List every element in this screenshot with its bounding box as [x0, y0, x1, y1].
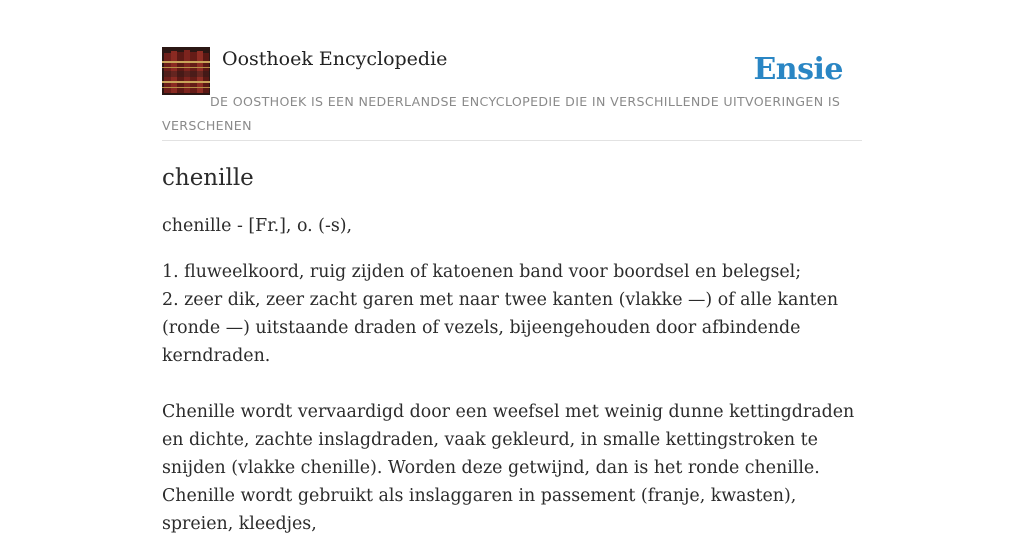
- entry-title: chenille: [162, 165, 254, 191]
- entry-body: Chenille wordt vervaardigd door een weefsel met weinig dunne kettingdraden en dichte, zachte inslagdraden, vaak gekleurd, in smalle kettingstroken te snijden (vlakke chenille). Worden deze getwijnd, dan is het ronde chenille. Chenille wordt gebruikt als inslaggaren in passement (franje, kwasten), spreien, kleedjes,: [162, 402, 855, 534]
- definition-list: [162, 258, 872, 370]
- entry-headword: chenille - [Fr.], o. (-s),: [162, 216, 353, 236]
- definition-item: 1. fluweelkoord, ruig zijden of katoenen band voor boordsel en belegsel;: [162, 262, 802, 282]
- site-header: [162, 46, 862, 141]
- article: [162, 160, 872, 538]
- books-image: [162, 47, 210, 95]
- ensie-logo[interactable]: Ensie: [753, 52, 843, 87]
- encyclopedia-avatar[interactable]: [162, 47, 210, 95]
- site-name[interactable]: Oosthoek Encyclopedie: [222, 48, 448, 70]
- site-tagline: DE OOSTHOEK IS EEN NEDERLANDSE ENCYCLOPEDIE DIE IN VERSCHILLENDE UITVOERINGEN IS VERSCHENEN: [162, 94, 841, 133]
- definition-item: 2. zeer dik, zeer zacht garen met naar twee kanten (vlakke —) of alle kanten (ronde —) uitstaande draden of vezels, bijeengehouden door afbindende kerndraden.: [162, 290, 839, 366]
